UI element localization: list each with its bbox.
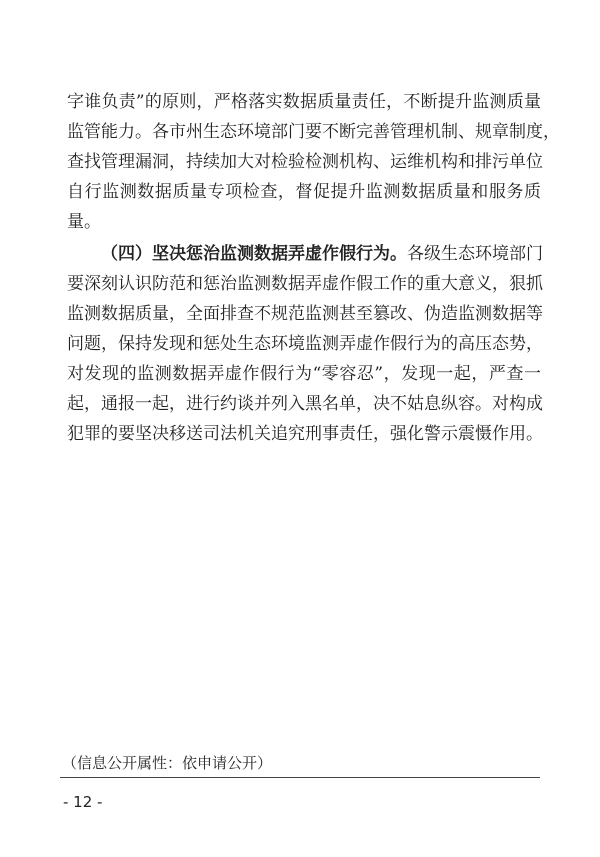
text-line: 字谁负责”的原则，严格落实数据质量责任，不断提升监测质量 bbox=[67, 92, 541, 112]
text-line: 要深刻认识防范和惩治监测数据弄虚作假工作的重大意义，狠抓 bbox=[67, 274, 543, 294]
paragraph-data-quality bbox=[67, 87, 560, 237]
text-line: 问题，保持发现和惩处生态环境监测弄虚作假行为的高压态势， bbox=[67, 334, 543, 354]
heading-followup-text: 各级生态环境部门 bbox=[407, 244, 543, 264]
disclosure-attribute-note: （信息公开属性：依申请公开） bbox=[62, 754, 273, 772]
text-line: 对发现的监测数据弄虚作假行为“零容忍”，发现一起，严查一 bbox=[67, 364, 541, 384]
page-number: - 12 - bbox=[63, 793, 103, 811]
text-line: 起，通报一起，进行约谈并列入黑名单，决不姑息纵容。对构成 bbox=[67, 394, 543, 414]
text-line: 监测数据质量，全面排查不规范监测甚至篡改、伪造监测数据等 bbox=[67, 304, 543, 324]
section-heading: （四）坚决惩治监测数据弄虚作假行为。 bbox=[101, 244, 407, 264]
text-line: 监管能力。各市州生态环境部门要不断完善管理机制、规章制度， bbox=[67, 122, 560, 142]
text-line: 犯罪的要坚决移送司法机关追究刑事责任，强化警示震慑作用。 bbox=[67, 424, 543, 444]
text-line: 量。 bbox=[67, 212, 101, 232]
paragraph-first-line bbox=[67, 239, 541, 269]
footer-divider bbox=[60, 777, 540, 778]
text-line: 自行监测数据质量专项检查，督促提升监测数据质量和服务质 bbox=[67, 182, 541, 202]
document-body bbox=[67, 87, 560, 449]
text-line: 查找管理漏洞，持续加大对检验检测机构、运维机构和排污单位 bbox=[67, 152, 543, 172]
paragraph-punish-fraud bbox=[67, 239, 541, 449]
